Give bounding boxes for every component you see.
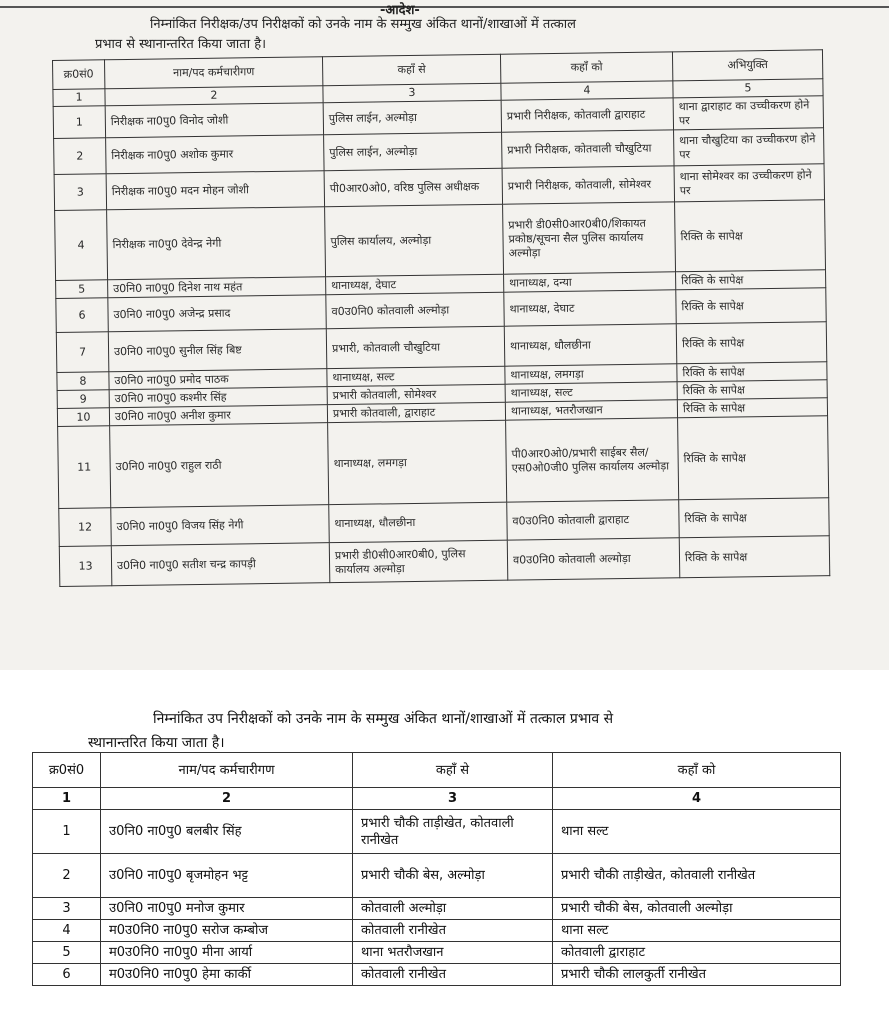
table-row — [33, 810, 841, 854]
cell-name: उ0नि0 ना0पु0 प्रमोद पाठक — [109, 369, 327, 390]
intro-line: स्थानान्तरित किया जाता है। — [88, 735, 225, 751]
cell-remarks: रिक्ति के सापेक्ष — [678, 416, 829, 500]
intro-line: निम्नांकित उप निरीक्षकों को उनके नाम के सम्मुख अंकित थानों/शाखाओं में तत्काल प्रभाव से — [153, 711, 614, 727]
table-row — [33, 942, 841, 964]
intro-line: निम्नांकित निरीक्षक/उप निरीक्षकों को उनके नाम के सम्मुख अंकित थानों/शाखाओं में तत्काल — [150, 17, 576, 32]
cell-sn: 11 — [58, 426, 111, 509]
cell-from: पुलिस कार्यालय, अल्मोड़ा — [325, 204, 504, 276]
cell-remarks: रिक्ति के सापेक्ष — [677, 398, 827, 418]
table-row — [33, 898, 841, 920]
col-header-remarks: अभियुक्ति — [672, 50, 822, 81]
cell-name: उ0नि0 ना0पु0 अनीश कुमार — [109, 405, 327, 426]
cell-to: प्रभारी चौकी लालकुर्ती रानीखेत — [553, 964, 841, 986]
col-number: 1 — [33, 788, 101, 810]
cell-to: थानाध्यक्ष, भतरौजखान — [505, 400, 677, 420]
table-row — [55, 200, 826, 281]
cell-name: उ0नि0 ना0पु0 सतीश चन्द्र कापड़ी — [111, 543, 330, 586]
cell-name: उ0नि0 ना0पु0 कश्मीर सिंह — [109, 387, 327, 408]
cell-to: पी0आर0ओ0/प्रभारी साईबर सैल/एस0ओ0जी0 पुलिस कार्यालय अल्मोड़ा — [506, 418, 679, 502]
intro-paragraph-2 — [88, 707, 838, 755]
cell-from: प्रभारी, कोतवाली चौखुटिया — [326, 326, 505, 368]
cell-to: प्रभारी चौकी बेस, कोतवाली अल्मोड़ा — [553, 898, 841, 920]
col-header-name: नाम/पद कर्मचारीगण — [105, 57, 323, 89]
cell-sn: 6 — [56, 298, 108, 333]
cell-from: पुलिस लाईन, अल्मोड़ा — [324, 132, 502, 170]
cell-from: प्रभारी चौकी बेस, अल्मोड़ा — [353, 854, 553, 898]
cell-from: थानाध्यक्ष, सल्ट — [327, 366, 505, 386]
cell-sn: 1 — [53, 106, 105, 139]
cell-name: उ0नि0 ना0पु0 बृजमोहन भट्ट — [101, 854, 353, 898]
column-number-row — [33, 788, 841, 810]
cell-remarks: रिक्ति के सापेक्ष — [677, 380, 827, 400]
cell-name: निरीक्षक ना0पु0 अशोक कुमार — [106, 135, 324, 174]
cell-sn: 2 — [33, 854, 101, 898]
cell-remarks: थाना चौखुटिया का उच्चीकरण होने पर — [674, 128, 824, 166]
transfer-table-sub-inspectors — [32, 752, 841, 986]
cell-sn: 9 — [57, 390, 109, 409]
col-header-sn: क्र0सं0 — [33, 753, 101, 788]
top-rule — [0, 6, 889, 8]
cell-name: उ0नि0 ना0पु0 राहुल राठी — [110, 423, 329, 508]
cell-to: थाना सल्ट — [553, 920, 841, 942]
cell-name: उ0नि0 ना0पु0 अजेन्द्र प्रसाद — [108, 295, 326, 332]
cell-sn: 8 — [57, 372, 109, 391]
col-header-to: कहाँ को — [553, 753, 841, 788]
cell-sn: 4 — [33, 920, 101, 942]
cell-to: प्रभारी चौकी ताड़ीखेत, कोतवाली रानीखेत — [553, 854, 841, 898]
cell-to: प्रभारी डी0सी0आर0बी0/शिकायत प्रकोष्ठ/सूचना सैल पुलिस कार्यालय अल्मोड़ा — [503, 202, 676, 274]
cell-name: उ0नि0 ना0पु0 बलबीर सिंह — [101, 810, 353, 854]
cell-sn: 1 — [33, 810, 101, 854]
order-heading: -आदेश- — [380, 3, 420, 18]
cell-from: कोतवाली अल्मोड़ा — [353, 898, 553, 920]
cell-to: थानाध्यक्ष, सल्ट — [505, 382, 677, 402]
cell-to: थानाध्यक्ष, दन्या — [504, 272, 676, 292]
cell-to: थाना सल्ट — [553, 810, 841, 854]
cell-remarks: रिक्ति के सापेक्ष — [675, 200, 826, 272]
cell-name: उ0नि0 ना0पु0 दिनेश नाथ महंत — [108, 277, 326, 298]
cell-name: निरीक्षक ना0पु0 मदन मोहन जोशी — [106, 171, 324, 210]
cell-to: कोतवाली द्वाराहाट — [553, 942, 841, 964]
cell-sn: 13 — [59, 546, 112, 587]
table-row — [58, 416, 829, 509]
cell-to: प्रभारी निरीक्षक, कोतवाली चौखुटिया — [502, 130, 674, 168]
cell-to: थानाध्यक्ष, देघाट — [504, 290, 676, 326]
col-number: 3 — [323, 83, 501, 102]
cell-name: म0उ0नि0 ना0पु0 हेमा कार्की — [101, 964, 353, 986]
cell-sn: 12 — [59, 508, 112, 547]
col-number: 4 — [553, 788, 841, 810]
cell-sn: 3 — [33, 898, 101, 920]
cell-remarks: रिक्ति के सापेक्ष — [679, 498, 830, 538]
cell-name: उ0नि0 ना0पु0 विजय सिंह नेगी — [111, 505, 330, 546]
cell-sn: 2 — [54, 138, 106, 175]
cell-name: म0उ0नि0 ना0पु0 सरोज कम्बोज — [101, 920, 353, 942]
intro-paragraph-1 — [95, 15, 755, 55]
cell-remarks: रिक्ति के सापेक्ष — [679, 536, 830, 578]
cell-from: प्रभारी चौकी ताड़ीखेत, कोतवाली रानीखेत — [353, 810, 553, 854]
col-header-from: कहाँ से — [322, 54, 500, 85]
cell-from: थानाध्यक्ष, लमगड़ा — [328, 420, 507, 504]
col-number: 4 — [501, 81, 673, 100]
table-row — [33, 854, 841, 898]
cell-from: प्रभारी कोतवाली, द्वाराहाट — [327, 402, 505, 422]
cell-name: म0उ0नि0 ना0पु0 मीना आर्या — [101, 942, 353, 964]
cell-name: उ0नि0 ना0पु0 मनोज कुमार — [101, 898, 353, 920]
cell-from: पुलिस लाईन, अल्मोड़ा — [323, 100, 501, 134]
cell-sn: 5 — [33, 942, 101, 964]
col-number: 5 — [673, 79, 823, 98]
cell-from: कोतवाली रानीखेत — [353, 964, 553, 986]
col-number: 2 — [105, 86, 323, 106]
cell-from: प्रभारी डी0सी0आर0बी0, पुलिस कार्यालय अल्मोड़ा — [329, 540, 508, 582]
cell-from: थानाध्यक्ष, धौलछीना — [329, 502, 508, 542]
transfer-table-inspectors — [52, 49, 830, 587]
col-header-name: नाम/पद कर्मचारीगण — [101, 753, 353, 788]
cell-from: व0उ0नि0 कोतवाली अल्मोड़ा — [326, 292, 504, 328]
cell-to: व0उ0नि0 कोतवाली अल्मोड़ा — [507, 538, 680, 580]
cell-to: प्रभारी निरीक्षक, कोतवाली, सोमेश्वर — [502, 166, 674, 204]
cell-remarks: रिक्ति के सापेक्ष — [677, 362, 827, 382]
col-number: 1 — [53, 89, 105, 107]
cell-sn: 10 — [57, 408, 109, 427]
cell-sn: 7 — [56, 332, 109, 373]
cell-remarks: थाना सोमेश्वर का उच्चीकरण होने पर — [674, 164, 824, 202]
col-header-from: कहाँ से — [353, 753, 553, 788]
cell-remarks: रिक्ति के सापेक्ष — [676, 288, 826, 324]
cell-name: उ0नि0 ना0पु0 सुनील सिंह बिष्ट — [108, 329, 327, 372]
cell-from: पी0आर0ओ0, वरिष्ठ पुलिस अधीक्षक — [324, 168, 502, 206]
cell-to: व0उ0नि0 कोतवाली द्वाराहाट — [507, 500, 680, 540]
cell-to: थानाध्यक्ष, लमगड़ा — [505, 364, 677, 384]
cell-remarks: रिक्ति के सापेक्ष — [676, 322, 827, 364]
col-header-to: कहाँ को — [500, 52, 672, 83]
col-number: 2 — [101, 788, 353, 810]
table-header-row — [33, 753, 841, 788]
table-row — [33, 920, 841, 942]
cell-sn: 4 — [55, 210, 108, 281]
table-row — [33, 964, 841, 986]
col-number: 3 — [353, 788, 553, 810]
cell-name: निरीक्षक ना0पु0 देवेन्द्र नेगी — [107, 207, 326, 280]
cell-to: थानाध्यक्ष, धौलछीना — [504, 324, 677, 366]
cell-from: थानाध्यक्ष, देघाट — [326, 274, 504, 294]
cell-name: निरीक्षक ना0पु0 विनोद जोशी — [105, 103, 323, 138]
cell-to: प्रभारी निरीक्षक, कोतवाली द्वाराहाट — [501, 98, 673, 132]
intro-line: प्रभाव से स्थानान्तरित किया जाता है। — [95, 37, 267, 52]
cell-remarks: रिक्ति के सापेक्ष — [676, 270, 826, 290]
cell-remarks: थाना द्वाराहाट का उच्चीकरण होने पर — [673, 96, 823, 130]
cell-from: कोतवाली रानीखेत — [353, 920, 553, 942]
col-header-sn: क्र0सं0 — [53, 60, 105, 90]
cell-from: थाना भतरौजखान — [353, 942, 553, 964]
cell-sn: 6 — [33, 964, 101, 986]
cell-sn: 3 — [54, 174, 106, 211]
cell-from: प्रभारी कोतवाली, सोमेश्वर — [327, 384, 505, 404]
cell-sn: 5 — [56, 280, 108, 299]
